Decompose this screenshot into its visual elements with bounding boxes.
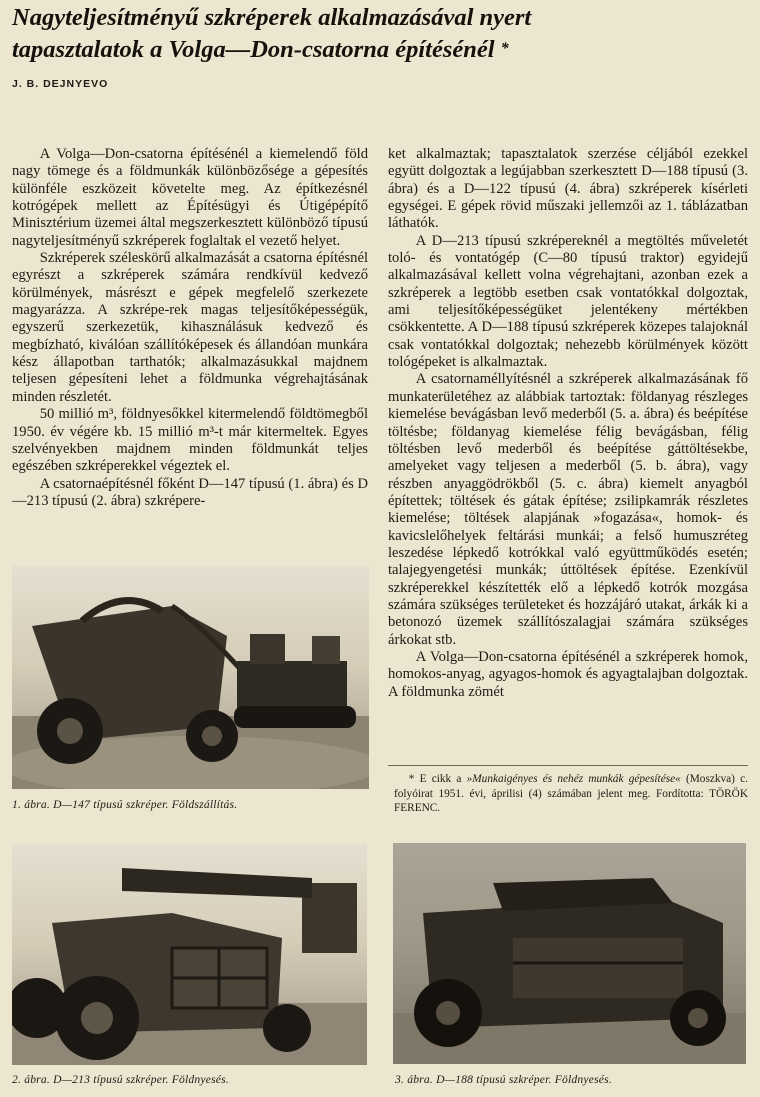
paragraph: A Volga—Don-csatorna építésénél a szkréperek homok, homokos-anyag, agyagos-homok és agyagtalajban dolgoztak. A földmunka zömét (388, 648, 748, 700)
figure-1-caption: 1. ábra. D—147 típusú szkréper. Földszállítás. (12, 798, 238, 811)
paragraph: 50 millió m³, földnyesőkkel kitermelendő földtömegből 1950. év végére kb. 15 millió m³-t már kitermeltek. Egyes szelvényekben majdnem minden földmunkát teljes egészében szkréperekkel végeztek el. (12, 406, 368, 475)
figure-2-photo (12, 843, 367, 1065)
paragraph: A csatornaméllyítésnél a szkréperek alkalmazásának fő munkaterületéhez az alábbiak tartoztak: földanyag részleges kiemelése bevágásban levő mederből (5. a. ábra) és beépítése töltésbe; földanyag kiemelése félig bevágásban, félig töltésben levő mederből és beépítése gáttöltésekbe, amelyeket vagy teljesen a mederből (5. b. ábra), vagy részben anyaggödrökből (5. c. ábra) kiemelt anyagból építettek; töltések és gátak építése; zsilipkamrák részletes kiemelése; töltések alapjának »fogazása«, homok- és kavicslelőhelyek feltárási munkái; a felső humuszréteg leszedése lépkedő kotrókkal való együttműködés esetén; talajegyengetési munkák; úttöltések építése. Ezenkívül szkréperekkel készítették elő a lépkedő kotrók mozgása számára szükséges területeket és hozzájáró utakat, árkák ki a betonozó üzemek szállítószalagjai számára szükséges árkokat stb. (388, 371, 748, 648)
scraper-d188-illustration (393, 843, 746, 1064)
title-footnote-mark: * (500, 40, 509, 57)
footnote-divider (388, 765, 748, 766)
footnote-mark: * E cikk a (408, 773, 467, 785)
article-title (12, 2, 752, 65)
author-name: J. B. DEJNYEVO (12, 78, 109, 90)
figure-3-photo (393, 843, 746, 1064)
paragraph: ket alkalmaztak; tapasztalatok szerzése céljából ezekkel együtt dolgoztak a legújabban szerkesztett D—188 típusú (3. ábra) és a D—122 típusú (4. ábra) szkréperek kísérleti egységei. E gépek rövid műszaki jellemzői az 1. táblázatban láthatók. (388, 146, 748, 232)
column-right (388, 146, 748, 701)
footnote (394, 772, 748, 816)
figure-2-caption: 2. ábra. D—213 típusú szkréper. Földnyesés. (12, 1073, 229, 1086)
title-line-2 (12, 33, 752, 65)
title-line-1: Nagyteljesítményű szkréperek alkalmazásával nyert (12, 4, 532, 31)
scraper-d213-illustration (12, 843, 367, 1065)
footnote-text (394, 772, 748, 816)
paragraph: A D—213 típusú szkrépereknél a megtöltés műveletét toló- és vontatógép (C—80 típusú traktor) egyidejű alkalmazásával kellett volna végrehajtani, azonban ezek a szkréperek a legtöbb esetben csak vontatókkal dolgoztak, ami teljesítőképességüket jelentékeny mértékben csökkentette. A D—188 típusú szkréperek közepes talajoknál csak vontatókkal dolgoztak; nehezebb körülmények között tológépeket is alkalmaztak. (388, 232, 748, 371)
paragraph: A csatornaépítésnél főként D—147 típusú (1. ábra) és D—213 típusú (2. ábra) szkrépere- (12, 475, 368, 509)
column-left (12, 146, 368, 510)
figure-3-caption: 3. ábra. D—188 típusú szkréper. Földnyesés. (395, 1073, 612, 1086)
footnote-rest: (Moszkva) c. folyóirat 1951. évi, áprilisi (4) számában jelent meg. Fordította: TÖRÖK FERENC. (394, 773, 748, 814)
paragraph: Szkréperek széleskörű alkalmazását a csatorna építésnél egyrészt a szkréperek számára rendkívül kedvező körülmények, másrészt e gépek megfelelő szerkezete magyarázza. A szkrépe-rek magas teljesítőképességük, egyszerű szerkezetük, kihasználásuk kedvező és megbízható, kiválóan szállítóképesek és állandóan munkára kész állapotban tarthatók; alkalmazásukkal majdnem teljesen gépesíteni lehet a földmunka végrehajtásának minden részletét. (12, 250, 368, 405)
scraper-d147-illustration (12, 566, 369, 789)
footnote-source-title: »Munkaigényes és nehéz munkák gépesítése« (466, 773, 681, 785)
paragraph: A Volga—Don-csatorna építésénél a kiemelendő föld nagy tömege és a földmunkák különbözősége a gépesítés különféle eszközeit követelte meg. Az építkezésnél kotrógépek mellett az Építésügyi és Útigépépítő Minisztérium üzemei által megszerkesztett különböző típusú nagyteljesítményű szkréperek foglaltak el vezető helyet. (12, 146, 368, 249)
title-line-2-text: tapasztalatok a Volga—Don-csatorna építésénél (12, 36, 495, 63)
figure-1-photo (12, 566, 369, 789)
